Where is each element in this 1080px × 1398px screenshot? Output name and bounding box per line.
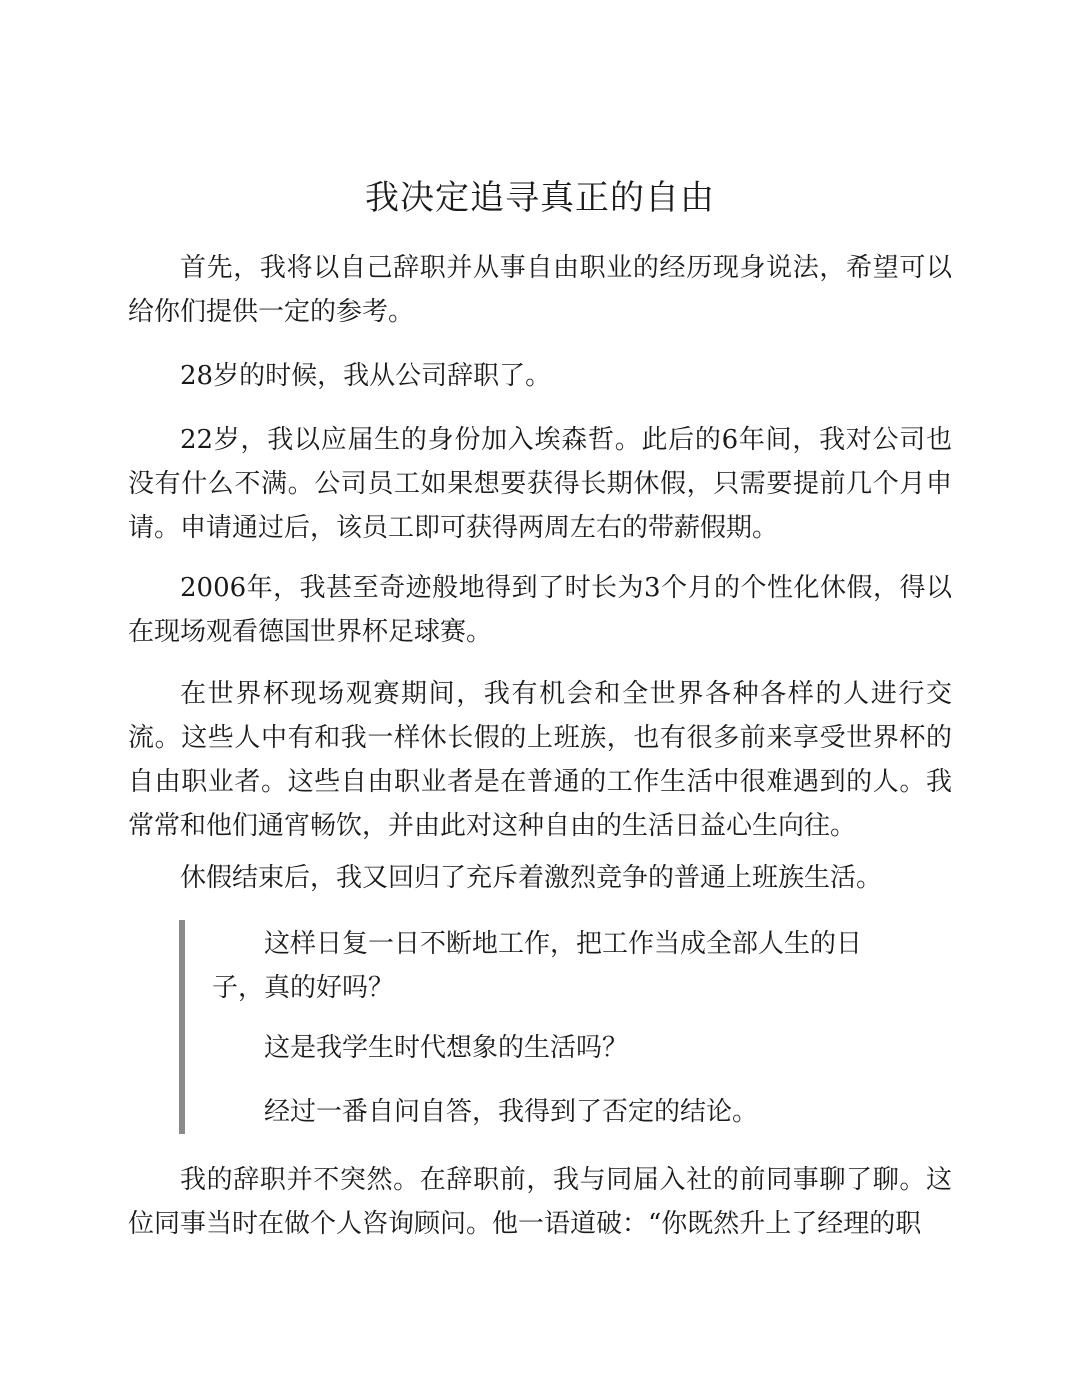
paragraph-2: 28岁的时候，我从公司辞职了。 bbox=[180, 361, 552, 391]
paragraph-5: 在世界杯现场观赛期间，我有机会和全世界各种各样的人进行交流。这些人中有和我一样休长假的上班族，也有很多前来享受世界杯的自由职业者。这些自由职业者是在普通的工作生活中很难遇到的人。我常常和他们通宵畅饮，并由此对这种自由的生活日益心生向往。 bbox=[128, 679, 952, 841]
paragraph-1: 首先，我将以自己辞职并从事自由职业的经历现身说法，希望可以给你们提供一定的参考。 bbox=[128, 253, 952, 327]
paragraph-4: 2006年，我甚至奇迹般地得到了时长为3个月的个性化休假，得以在现场观看德国世界杯足球赛。 bbox=[128, 573, 952, 647]
quote-line-2: 这是我学生时代想象的生活吗？ bbox=[264, 1033, 629, 1063]
quote-line-3: 经过一番自问自答，我得到了否定的结论。 bbox=[264, 1097, 759, 1127]
page-title: 我决定追寻真正的自由 bbox=[365, 178, 715, 218]
quote-line-1: 这样日复一日不断地工作，把工作当成全部人生的日子，真的好吗？ bbox=[212, 929, 863, 1003]
paragraph-6: 休假结束后，我又回归了充斥着激烈竞争的普通上班族生活。 bbox=[180, 863, 883, 893]
paragraph-7: 我的辞职并不突然。在辞职前，我与同届入社的前同事聊了聊。这位同事当时在做个人咨询顾问。他一语道破：“你既然升上了经理的职 bbox=[128, 1165, 952, 1239]
paragraph-3: 22岁，我以应届生的身份加入埃森哲。此后的6年间，我对公司也没有什么不满。公司员工如果想要获得长期休假，只需要提前几个月申请。申请通过后，该员工即可获得两周左右的带薪假期。 bbox=[128, 425, 952, 543]
blockquote-bar bbox=[179, 920, 185, 1134]
